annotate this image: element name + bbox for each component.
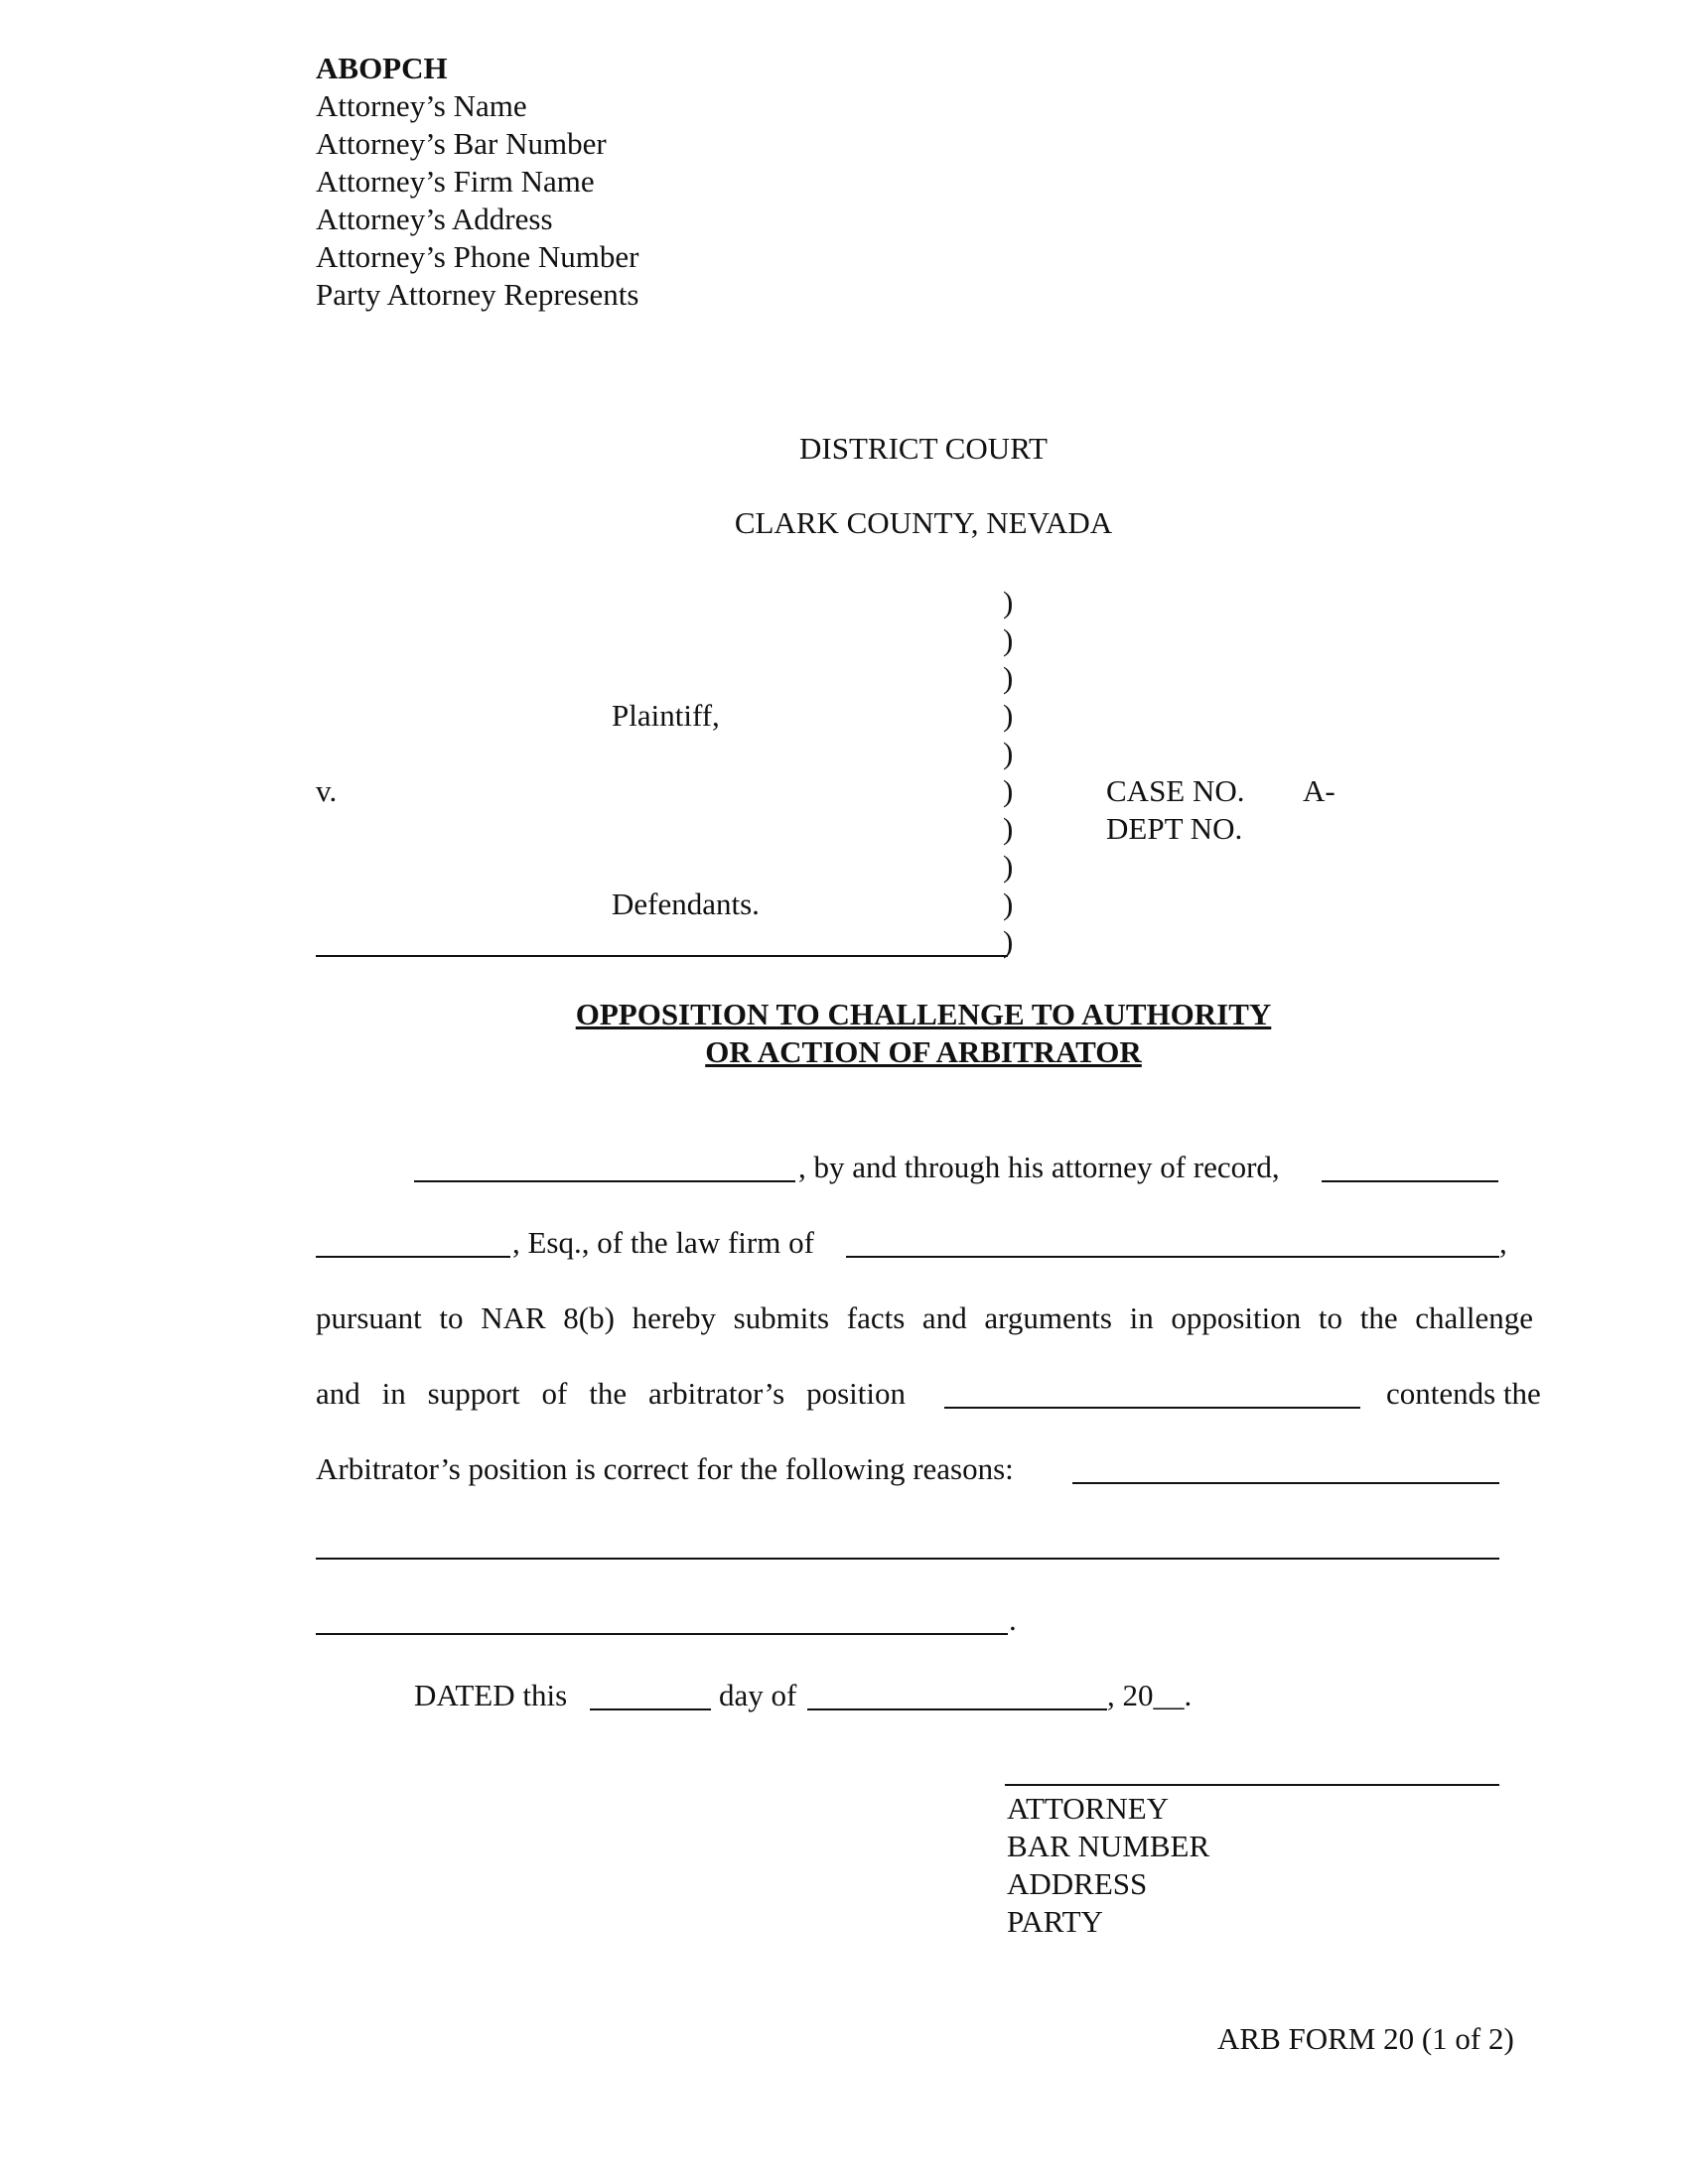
attorney-name-blank-end[interactable] bbox=[316, 1256, 510, 1258]
caption-paren: ) bbox=[1003, 924, 1014, 959]
signature-line[interactable] bbox=[1005, 1784, 1499, 1786]
reasons-period: . bbox=[1009, 1602, 1017, 1637]
dept-no-label: DEPT NO. bbox=[1106, 811, 1243, 846]
document-title-line2: OR ACTION OF ARBITRATOR bbox=[705, 1034, 1142, 1069]
caption-paren: ) bbox=[1003, 622, 1014, 657]
attorney-name-blank-start[interactable] bbox=[1322, 1180, 1498, 1182]
body-line4-contends: contends the bbox=[1386, 1376, 1541, 1411]
defendants-label: Defendants. bbox=[612, 887, 760, 921]
body-line2-comma: , bbox=[1499, 1225, 1507, 1260]
body-line2-text: , Esq., of the law firm of bbox=[512, 1225, 814, 1260]
month-blank[interactable] bbox=[807, 1708, 1107, 1710]
reasons-blank-2[interactable] bbox=[316, 1558, 1499, 1560]
case-no-prefix: A- bbox=[1303, 773, 1336, 808]
day-blank[interactable] bbox=[590, 1708, 711, 1710]
caption-paren: ) bbox=[1003, 811, 1014, 846]
form-footer: ARB FORM 20 (1 of 2) bbox=[1217, 2021, 1514, 2056]
attorney-name: Attorney’s Name bbox=[316, 88, 527, 123]
attorney-firm-name: Attorney’s Firm Name bbox=[316, 164, 595, 199]
caption-paren: ) bbox=[1003, 887, 1014, 921]
party-represented: Party Attorney Represents bbox=[316, 277, 639, 312]
reasons-blank-3[interactable] bbox=[316, 1633, 1008, 1635]
reasons-blank-1[interactable] bbox=[1072, 1482, 1499, 1484]
caption-paren: ) bbox=[1003, 849, 1014, 884]
attorney-bar-number: Attorney’s Bar Number bbox=[316, 126, 607, 161]
court-name: DISTRICT COURT bbox=[799, 431, 1048, 466]
signature-attorney: ATTORNEY bbox=[1007, 1791, 1170, 1826]
caption-paren: ) bbox=[1003, 773, 1014, 808]
body-line4-text: and in support of the arbitrator’s position bbox=[316, 1376, 906, 1411]
attorney-header bbox=[316, 50, 638, 314]
body-line3-text: pursuant to NAR 8(b) hereby submits facts and arguments in opposition to the challenge bbox=[316, 1300, 1533, 1335]
attorney-address: Attorney’s Address bbox=[316, 202, 553, 236]
caption-paren: ) bbox=[1003, 660, 1014, 695]
party-name-blank[interactable] bbox=[414, 1180, 795, 1182]
document-title-line1: OPPOSITION TO CHALLENGE TO AUTHORITY bbox=[575, 997, 1272, 1031]
dated-prefix: DATED this bbox=[414, 1678, 568, 1712]
caption-paren: ) bbox=[1003, 736, 1014, 770]
law-firm-blank[interactable] bbox=[846, 1256, 1499, 1258]
caption-paren: ) bbox=[1003, 698, 1014, 733]
signature-party: PARTY bbox=[1007, 1904, 1103, 1939]
signature-bar-number: BAR NUMBER bbox=[1007, 1829, 1210, 1863]
body-line1-text: , by and through his attorney of record, bbox=[798, 1150, 1280, 1184]
case-no-label: CASE NO. bbox=[1106, 773, 1245, 808]
caption-rule bbox=[316, 955, 1008, 957]
court-county: CLARK COUNTY, NEVADA bbox=[734, 505, 1113, 540]
attorney-phone-number: Attorney’s Phone Number bbox=[316, 239, 639, 274]
form-code: ABOPCH bbox=[316, 51, 448, 85]
caption-paren: ) bbox=[1003, 585, 1014, 619]
arbitrator-position-blank[interactable] bbox=[944, 1407, 1360, 1409]
plaintiff-label: Plaintiff, bbox=[612, 698, 720, 733]
body-line5-text: Arbitrator’s position is correct for the following reasons: bbox=[316, 1451, 1014, 1486]
signature-address: ADDRESS bbox=[1007, 1866, 1148, 1901]
versus-label: v. bbox=[316, 773, 338, 808]
dated-year: , 20__. bbox=[1107, 1678, 1193, 1712]
dated-day-of: day of bbox=[719, 1678, 797, 1712]
signature-block bbox=[1007, 1790, 1209, 1941]
